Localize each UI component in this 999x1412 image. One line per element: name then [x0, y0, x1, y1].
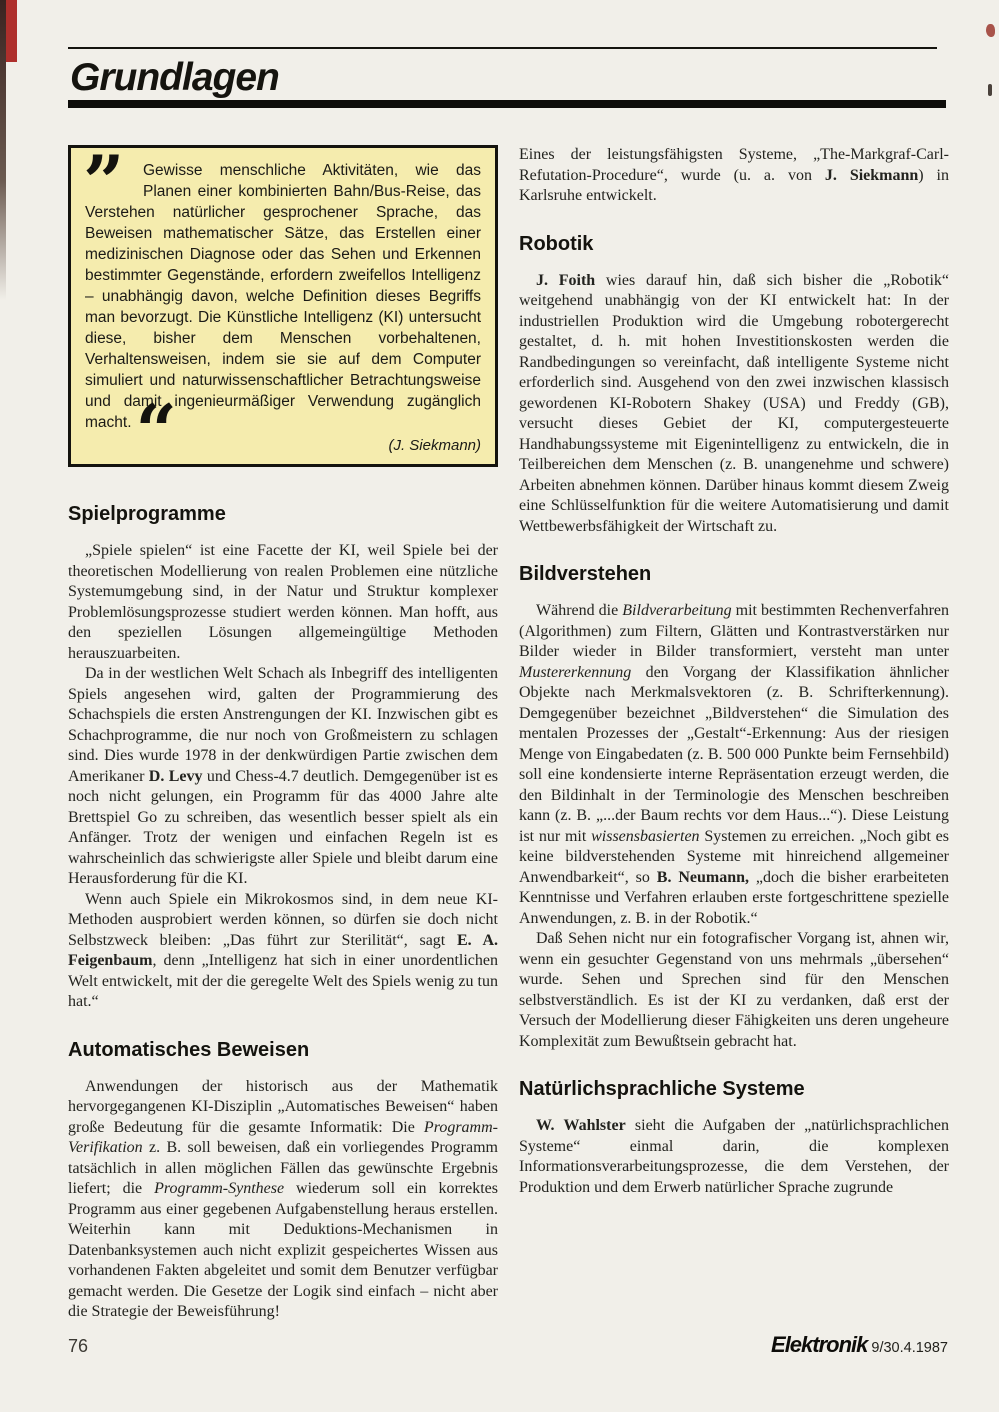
- quote-attribution: (J. Siekmann): [388, 437, 481, 454]
- text-run: Anwendungen der historisch aus der Mathematik hervorgegangenen KI-Disziplin „Automatisches Beweisen“ haben große Bedeutung für die gesamte Informatik: Die: [68, 1077, 498, 1136]
- scan-artifact-right: [988, 84, 992, 96]
- body-paragraph: [68, 664, 498, 890]
- person-name: D. Levy: [148, 767, 203, 785]
- text-run: ) in Karlsruhe entwickelt.: [519, 166, 949, 204]
- body-paragraph: [68, 541, 498, 664]
- quote-text: Gewisse menschliche Aktivitäten, wie das Planen einer kombinierten Bahn/Bus-Reise, das Verstehen natürlicher gesprochener Sprache, das Beweisen mathematischer Sätze, das Erstellen einer medizinischen Diagnose oder das Sehen und Erkennen bestimmter Gegenstände, erfordern zweifellos Intelligenz – unabhängig davon, welche Definition dieses Begriffs man bevorzugt. Die Künstliche Intelligenz (KI) untersucht diese, bisher dem Menschen vorbehaltenen, Verhaltensweisen, indem sie sie auf dem Computer simuliert und naturwissenschaftlicher Betrachtungsweise und damit ingenieurmäßiger Verwendung zugänglich macht.: [85, 162, 481, 431]
- person-name: W. Wahlster: [536, 1117, 626, 1134]
- text-run: „doch die bisher erarbeiteten Kenntnisse und Verfahren erlauben erste fortgeschrittene spezielle Anwendungen, z. B. in der Robotik.“: [519, 868, 949, 927]
- body-paragraph: [519, 929, 949, 1052]
- close-quote-icon: “: [135, 388, 171, 473]
- person-name: J. Siekmann: [824, 166, 919, 184]
- open-quote-icon: ”: [83, 139, 119, 224]
- body-paragraph: [519, 145, 949, 207]
- body-paragraph: [519, 1116, 949, 1198]
- text-run: Da in der westlichen Welt Schach als Inbegriff des intelligenten Spiels angesehen wird, galten der Programmierung des Schachspiels die ersten Anstrengungen der KI. Inzwischen gibt es Schachprogramme, die nur noch von Großmeistern zu schlagen sind. Dies wurde 1978 in der denkwürdigen Partie zwischen dem Amerikaner: [68, 665, 498, 785]
- body-paragraph: [519, 271, 949, 538]
- body-paragraph: [519, 601, 949, 929]
- emphasized-term: Programm-Verifikation: [68, 1118, 498, 1156]
- scan-edge-shadow: [0, 0, 6, 300]
- header-top-rule: [68, 47, 937, 49]
- text-run: „Spiele spielen“ ist eine Facette der KI, weil Spiele bei der theoretischen Modellierung von realen Problemen eine nützliche Systemumgebung sind, in der Natur und Struktur komplexer Problemlösungsprozesse studiert werden können. Man hofft, aus den speziellen Lösungen allgemeingültige Methoden herauszuarbeiten.: [68, 542, 498, 662]
- article-body: [68, 139, 950, 1323]
- text-run: Während die: [536, 602, 623, 619]
- page-title: Grundlagen: [70, 56, 279, 99]
- section-heading-natürlichsprachliche-systeme: Natürlichsprachliche Systeme: [519, 1078, 805, 1100]
- section-heading-spielprogramme: Spielprogramme: [68, 503, 226, 525]
- issue-date: 9/30.4.1987: [871, 1340, 948, 1356]
- text-run: Wenn auch Spiele ein Mikrokosmos sind, in dem neue KI-Methoden ausprobiert werden können, so dürfen sie doch nicht Selbstzweck bleiben: „Das führt zur Sterilität“, sagt: [68, 890, 498, 949]
- scan-artifact-top-right: [986, 24, 995, 37]
- body-paragraph: [68, 890, 498, 1013]
- right-column: [519, 145, 949, 1198]
- body-paragraph: [68, 1077, 498, 1323]
- section-heading-automatisches-beweisen: Automatisches Beweisen: [68, 1038, 310, 1061]
- magazine-logo: [771, 1332, 948, 1358]
- person-name: E. A. Feigenbaum: [68, 931, 499, 969]
- person-name: B. Neumann,: [656, 868, 750, 886]
- left-column-blocks: [68, 503, 498, 1323]
- text-run: Eines der leistungsfähigsten Systeme, „The-Markgraf-Carl-Refutation-Procedure“, wurde (u. a. von: [519, 146, 949, 184]
- pull-quote-box: [68, 139, 498, 473]
- text-run: sieht die Aufgaben der „natürlichsprachlichen Systeme“ einmal darin, die komplexen Informationsverarbeitungsprozesse, die dem Verstehen, der Produktion und dem Erwerb natürlicher Sprache zugrunde: [519, 1117, 949, 1196]
- page-footer: [68, 1332, 948, 1358]
- section-heading-robotik: Robotik: [519, 232, 594, 255]
- text-run: mit bestimmten Rechenverfahren (Algorithmen) zum Filtern, Glätten und Kontrastverstärken nur Bilder wieder in Bilder transformiert, versteht man unter: [519, 602, 949, 660]
- left-column: [68, 139, 499, 1323]
- text-run: , denn „Intelligenz hat sich in einer unordentlichen Welt entwickelt, mit der die geregelte Welt des Spiels wenig zu tun hat.“: [68, 952, 498, 1010]
- text-run: z. B. soll beweisen, daß ein vorliegendes Programm tatsächlich in allen möglichen Fällen das gewünschte Ergebnis liefert; die: [68, 1139, 498, 1197]
- text-run: Systemen zu erreichen. „Noch gibt es keine bildverstehenden Systeme mit hinreichend allgemeiner Anwendbarkeit“, so: [519, 827, 950, 886]
- emphasized-term: wissensbasierten: [591, 827, 700, 845]
- header-bottom-rule: [68, 100, 946, 108]
- section-heading-bildverstehen: Bildverstehen: [519, 563, 652, 585]
- person-name: J. Foith: [536, 271, 596, 289]
- text-run: den Vorgang der Klassifikation ähnlicher Objekte nach Merkmalsvektoren (z. B. Schrifterkennung). Demgegenüber bezeichnet „Bildverstehen“ die Simulation des mentalen Prozesses der „Gestalt“-Erkennung: Aus der riesigen Menge von Eingabedaten (z. B. 500 000 Punkte beim Fernsehbild) soll eine kondensierte interne Repräsentation erzeugt werden, die den Bildinhalt in der Terminologie des Menschen beschreiben kann (z. B. „...der Baum rechts vor dem Haus...“). Diese Leistung ist nur mit: [519, 663, 949, 845]
- magazine-name: Elektronik: [771, 1332, 868, 1357]
- emphasized-term: Mustererkennung: [519, 663, 632, 681]
- text-run: wiederum soll ein korrektes Programm aus einer gegebenen Aufgabenstellung heraus erstellen. Weiterhin kann mit Deduktions-Mechanismen in Datenbanksystemen auch nicht explizit gespeichertes Wissen aus vorhandenen Fakten abgeleitet und somit dem Benutzer verfügbar gemacht werden. Die Gesetze der Logik sind einfach – nicht aber die Strategie der Beweisführung!: [68, 1180, 499, 1320]
- text-run: Daß Sehen nicht nur ein fotografischer Vorgang ist, ahnen wir, wenn ein gesuchter Gegenstand von uns mehrmals „übersehen“ wurde. Sehen und Sprechen sind für den Menschen selbstverständlich. Es ist der KI zu verdanken, daß erst der Versuch der Modellierung dieser Fähigkeiten uns deren ungeheure Komplexität zum Bewußtsein gebracht hat.: [519, 930, 949, 1050]
- right-column-blocks: [519, 145, 949, 1198]
- emphasized-term: Programm-Synthese: [154, 1180, 285, 1197]
- text-run: wies darauf hin, daß sich bisher die „Robotik“ weitgehend unabhängig von der KI entwickelt hat: In der industriellen Produktion wird die Umgebung robotergerecht gestaltet, d. h. mit hohen Investitionskosten werden die Randbedingungen so vereinfacht, daß intelligente Systeme nicht erforderlich sind. Ausgehend von den zwei inzwischen klassisch gewordenen KI-Robotern Shakey (USA) und Freddy (GB), versucht dieses Gebiet der KI, computergesteuerte Handhabungssysteme mit Eigenintelligenz zu entwickeln, die in Teilbereichen dem Menschen (z. B. unangenehme und schwere) Arbeiten abnehmen können. Darüber hinaus kommt diesem Zweig eine Schlüsselfunktion für die weitere Automatisierung und damit Wettbewerbsfähigkeit der Wirtschaft zu.: [519, 271, 949, 535]
- page-number: 76: [68, 1336, 89, 1356]
- emphasized-term: Bildverarbeitung: [622, 602, 732, 619]
- text-run: und Chess-4.7 deutlich. Demgegenüber ist es noch nicht gelungen, ein Programm für das 4000 Jahre alte Brettspiel Go zu schreiben, das wesentlich besser spielt als ein Anfänger. Trotz der wenigen und einfachen Regeln ist es wahrscheinlich das schwierigste aller Spiele und bleibt darum eine Herausforderung für die KI.: [68, 767, 498, 887]
